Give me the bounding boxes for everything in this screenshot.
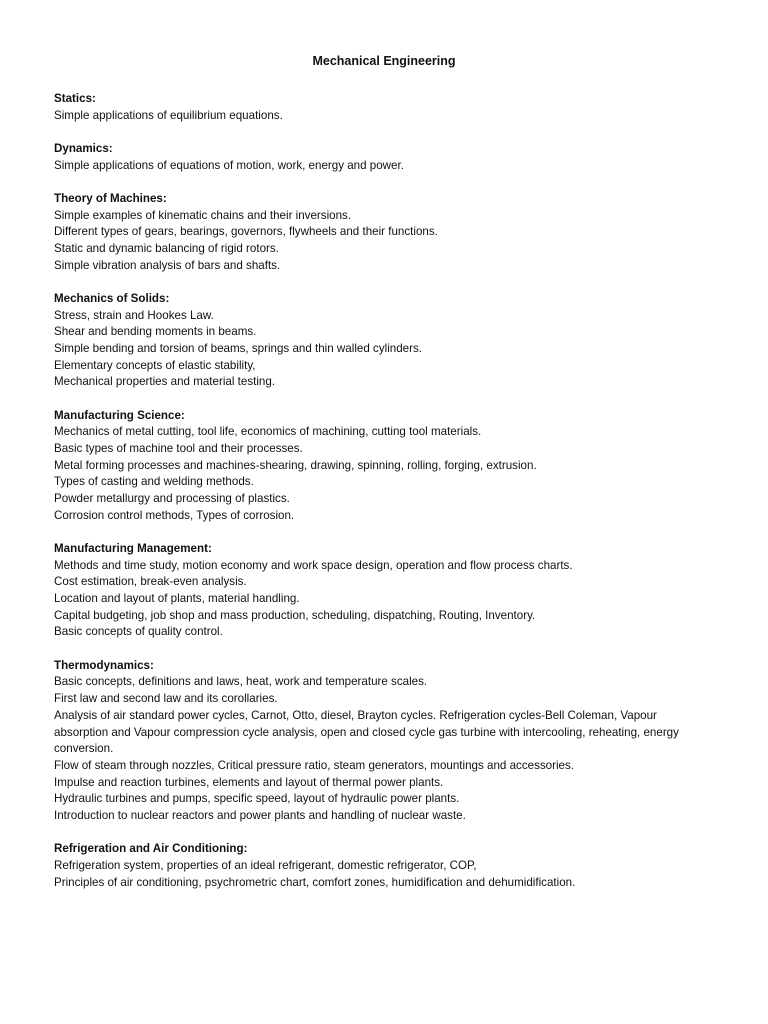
section-line: Stress, strain and Hookes Law.	[54, 308, 214, 322]
section-line: Types of casting and welding methods.	[54, 475, 254, 489]
section-line: Flow of steam through nozzles, Critical pressure ratio, steam generators, mountings and accessories.	[54, 758, 575, 772]
section-line: Basic concepts of quality control.	[54, 625, 223, 639]
section-heading: Refrigeration and Air Conditioning:	[54, 842, 248, 856]
section-theory-of-machines	[54, 191, 714, 275]
section-line: Introduction to nuclear reactors and power plants and handling of nuclear waste.	[54, 809, 466, 823]
section-heading: Dynamics:	[54, 141, 113, 155]
section-line: Principles of air conditioning, psychrometric chart, comfort zones, humidification and dehumidification.	[54, 875, 576, 889]
section-line: Cost estimation, break-even analysis.	[54, 575, 247, 589]
section-line: Basic types of machine tool and their processes.	[54, 441, 303, 455]
section-line: Simple vibration analysis of bars and shafts.	[54, 258, 281, 272]
section-line: Impulse and reaction turbines, elements and layout of thermal power plants.	[54, 775, 444, 789]
section-heading: Theory of Machines:	[54, 191, 167, 205]
section-line: Refrigeration system, properties of an ideal refrigerant, domestic refrigerator, COP,	[54, 858, 477, 872]
section-refrigeration-and-air-conditioning	[54, 841, 714, 891]
section-line: Shear and bending moments in beams.	[54, 325, 257, 339]
section-line: Simple examples of kinematic chains and their inversions.	[54, 208, 352, 222]
section-heading: Statics:	[54, 92, 96, 105]
section-line: Analysis of air standard power cycles, Carnot, Otto, diesel, Brayton cycles. Refrigeration cycles-Bell Coleman, Vapour absorption and Vapour compression cycle analysis, open and closed cycle gas turbine with intercooling, reheating, energy conversion.	[54, 708, 679, 756]
section-line: Elementary concepts of elastic stability,	[54, 358, 256, 372]
section-thermodynamics	[54, 658, 714, 825]
section-line: Basic concepts, definitions and laws, heat, work and temperature scales.	[54, 675, 428, 689]
section-line: Simple applications of equations of motion, work, energy and power.	[54, 158, 404, 172]
section-line: Simple applications of equilibrium equations.	[54, 108, 283, 122]
section-line: Location and layout of plants, material handling.	[54, 592, 300, 606]
section-manufacturing-science	[54, 408, 714, 525]
section-line: Mechanical properties and material testing.	[54, 375, 276, 389]
section-line: Simple bending and torsion of beams, springs and thin walled cylinders.	[54, 341, 422, 355]
section-line: Capital budgeting, job shop and mass production, scheduling, dispatching, Routing, Inventory.	[54, 608, 536, 622]
section-line: Metal forming processes and machines-shearing, drawing, spinning, rolling, forging, extrusion.	[54, 458, 537, 472]
section-heading: Mechanics of Solids:	[54, 291, 170, 305]
section-heading: Manufacturing Management:	[54, 541, 212, 555]
section-line: Powder metallurgy and processing of plastics.	[54, 492, 290, 506]
section-line: Mechanics of metal cutting, tool life, economics of machining, cutting tool materials.	[54, 425, 482, 439]
section-line: Different types of gears, bearings, governors, flywheels and their functions.	[54, 225, 438, 239]
section-manufacturing-management	[54, 541, 714, 641]
section-mechanics-of-solids	[54, 291, 714, 391]
section-line: First law and second law and its corollaries.	[54, 692, 278, 706]
section-dynamics	[54, 141, 714, 174]
section-heading: Manufacturing Science:	[54, 408, 185, 422]
section-line: Methods and time study, motion economy and work space design, operation and flow process charts.	[54, 558, 573, 572]
section-heading: Thermodynamics:	[54, 658, 154, 672]
document-title: Mechanical Engineering	[312, 54, 456, 68]
section-statics	[54, 91, 714, 124]
section-line: Hydraulic turbines and pumps, specific speed, layout of hydraulic power plants.	[54, 792, 460, 806]
section-line: Corrosion control methods, Types of corrosion.	[54, 508, 295, 522]
section-line: Static and dynamic balancing of rigid rotors.	[54, 241, 279, 255]
